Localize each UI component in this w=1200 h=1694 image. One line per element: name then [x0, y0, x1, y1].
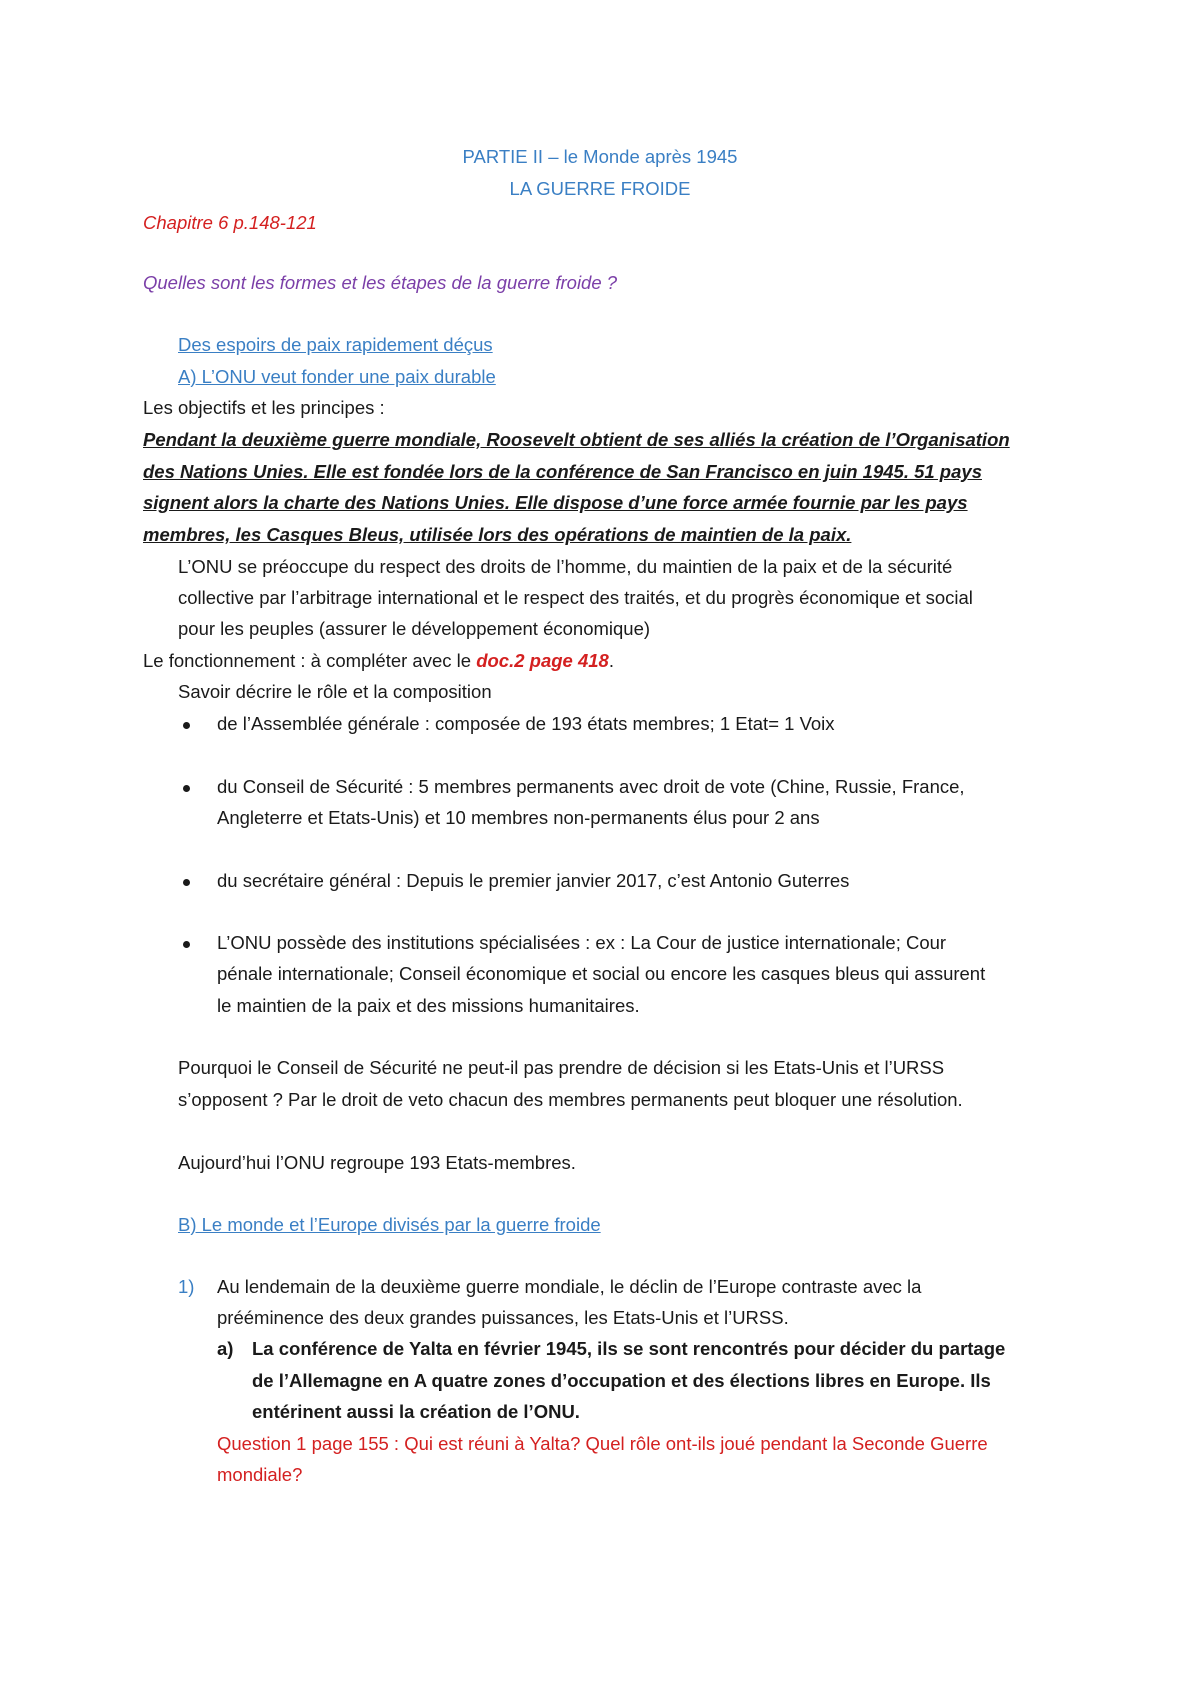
item-a-line-2: de l’Allemagne en A quatre zones d’occupation et des élections libres en Europe. Ils [252, 1370, 991, 1391]
guiding-question: Quelles sont les formes et les étapes de la guerre froide ? [143, 272, 618, 293]
part-title: PARTIE II – le Monde après 1945 [462, 146, 738, 167]
bullet-secretary-general: du secrétaire général : Depuis le premier janvier 2017, c’est Antonio Guterres [217, 870, 850, 891]
main-heading: Des espoirs de paix rapidement déçus [178, 334, 493, 355]
section-a-heading: A) L’ONU veut fonder une paix durable [178, 366, 496, 387]
bullet-institutions-line-3: le maintien de la paix et des missions humanitaires. [217, 995, 640, 1016]
objectives-label: Les objectifs et les principes : [143, 397, 385, 418]
bold-paragraph-line-4: membres, les Casques Bleus, utilisée lors des opérations de maintien de la paix. [143, 524, 852, 545]
bold-paragraph-line-3: signent alors la charte des Nations Unies. Elle dispose d’une force armée fournie par les pays [143, 492, 968, 513]
bullet-icon [183, 785, 190, 792]
bullet-institutions-line-1: L’ONU possède des institutions spécialisées : ex : La Cour de justice internationale; Cour [217, 932, 947, 953]
chapter-reference: Chapitre 6 p.148-121 [143, 212, 317, 233]
document-subtitle: LA GUERRE FROIDE [509, 178, 691, 199]
doc-reference: doc.2 page 418 [476, 650, 609, 671]
functioning-suffix: . [608, 650, 614, 671]
section-b-heading: B) Le monde et l’Europe divisés par la guerre froide [178, 1214, 601, 1235]
item-1-line-2: prééminence des deux grandes puissances, les Etats-Unis et l’URSS. [217, 1307, 789, 1328]
member-count-line: Aujourd’hui l’ONU regroupe 193 Etats-membres. [178, 1152, 576, 1173]
item-a-line-1: La conférence de Yalta en février 1945, ils se sont rencontrés pour décider du partage [252, 1338, 1006, 1359]
bold-paragraph-line-1: Pendant la deuxième guerre mondiale, Roosevelt obtient de ses alliés la création de l’Organisation [143, 429, 1010, 450]
item-a-label: a) [217, 1338, 234, 1359]
bullet-security-council-line-2: Angleterre et Etats-Unis) et 10 membres non-permanents élus pour 2 ans [217, 807, 820, 828]
bold-paragraph-line-2: des Nations Unies. Elle est fondée lors de la conférence de San Francisco en juin 1945. 51 pays [143, 461, 982, 482]
bullet-institutions-line-2: pénale internationale; Conseil économique et social ou encore les casques bleus qui assurent [217, 963, 986, 984]
question-line-2: mondiale? [217, 1464, 303, 1485]
functioning-prefix: Le fonctionnement : à compléter avec le [143, 650, 477, 671]
item-a-line-3: entérinent aussi la création de l’ONU. [252, 1401, 580, 1422]
bullet-icon [183, 879, 190, 886]
item-1-line-1: Au lendemain de la deuxième guerre mondiale, le déclin de l’Europe contraste avec la [217, 1276, 922, 1297]
bullet-icon [183, 941, 190, 948]
onu-paragraph-line-1: L’ONU se préoccupe du respect des droits de l’homme, du maintien de la paix et de la sécurité [178, 556, 953, 577]
veto-paragraph-line-1: Pourquoi le Conseil de Sécurité ne peut-il pas prendre de décision si les Etats-Unis et l’URSS [178, 1057, 945, 1078]
describe-label: Savoir décrire le rôle et la composition [178, 681, 492, 702]
item-1-number: 1) [178, 1276, 195, 1297]
functioning-line [143, 650, 614, 672]
bullet-assembly: de l’Assemblée générale : composée de 193 états membres; 1 Etat= 1 Voix [217, 713, 835, 734]
question-line-1: Question 1 page 155 : Qui est réuni à Yalta? Quel rôle ont-ils joué pendant la Seconde Guerre [217, 1433, 988, 1454]
veto-paragraph-line-2: s’opposent ? Par le droit de veto chacun des membres permanents peut bloquer une résolution. [178, 1089, 963, 1110]
bullet-security-council-line-1: du Conseil de Sécurité : 5 membres permanents avec droit de vote (Chine, Russie, France, [217, 776, 965, 797]
onu-paragraph-line-3: pour les peuples (assurer le développement économique) [178, 618, 651, 639]
onu-paragraph-line-2: collective par l’arbitrage international et le respect des traités, et du progrès économique et social [178, 587, 973, 608]
bullet-icon [183, 722, 190, 729]
